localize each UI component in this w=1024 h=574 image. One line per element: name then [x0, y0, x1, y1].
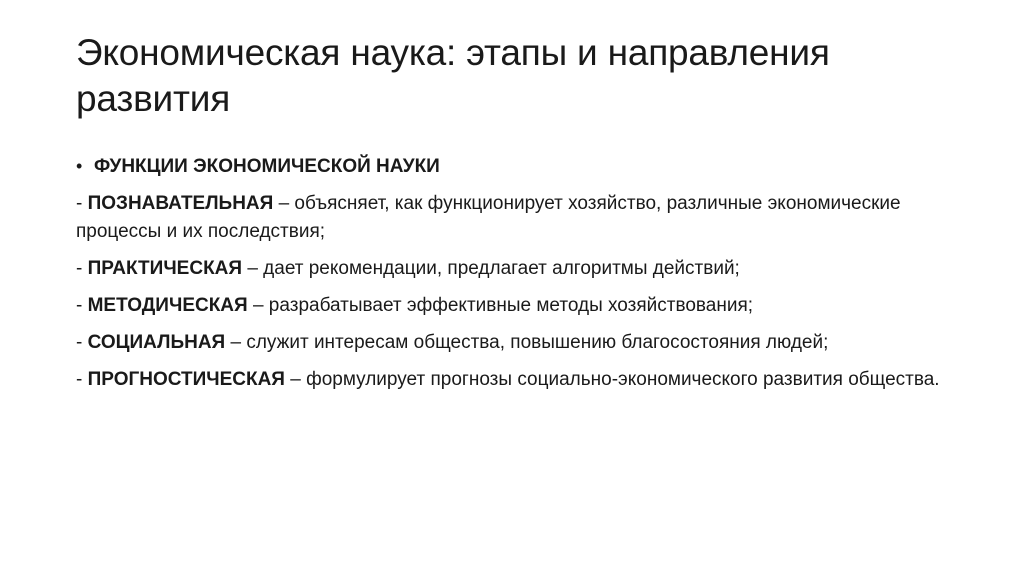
function-item-methodical [76, 292, 976, 320]
item-description: – дает рекомендации, предлагает алгоритмы действий; [242, 258, 740, 279]
item-term: ПОЗНАВАТЕЛЬНАЯ [87, 193, 274, 214]
item-dash: - [76, 193, 88, 214]
item-term: ПРАКТИЧЕСКАЯ [87, 258, 243, 279]
item-description: – служит интересам общества, повышению благосостояния людей; [225, 332, 829, 353]
function-item-practical [76, 255, 976, 283]
item-description: – формулирует прогнозы социально-экономического развития общества. [284, 369, 940, 390]
item-description: – объясняет, как функционирует хозяйство, различные экономические процессы и их последствия; [76, 193, 901, 242]
item-dash: - [76, 369, 88, 390]
bullet-heading-text: ФУНКЦИИ ЭКОНОМИЧЕСКОЙ НАУКИ [94, 156, 440, 177]
item-term: МЕТОДИЧЕСКАЯ [87, 295, 248, 316]
function-item-prognostic [76, 366, 976, 394]
slide-content [76, 152, 976, 403]
function-item-cognitive [76, 190, 976, 246]
item-dash: - [76, 332, 88, 353]
item-term: ПРОГНОСТИЧЕСКАЯ [87, 369, 285, 390]
item-dash: - [76, 258, 88, 279]
item-description: – разрабатывает эффективные методы хозяйствования; [247, 295, 754, 316]
bullet-marker: • [76, 156, 83, 176]
function-item-social [76, 329, 976, 357]
bullet-heading [76, 152, 976, 181]
item-term: СОЦИАЛЬНАЯ [87, 332, 226, 353]
item-dash: - [76, 295, 88, 316]
slide-title: Экономическая наука: этапы и направления развития [76, 32, 830, 119]
